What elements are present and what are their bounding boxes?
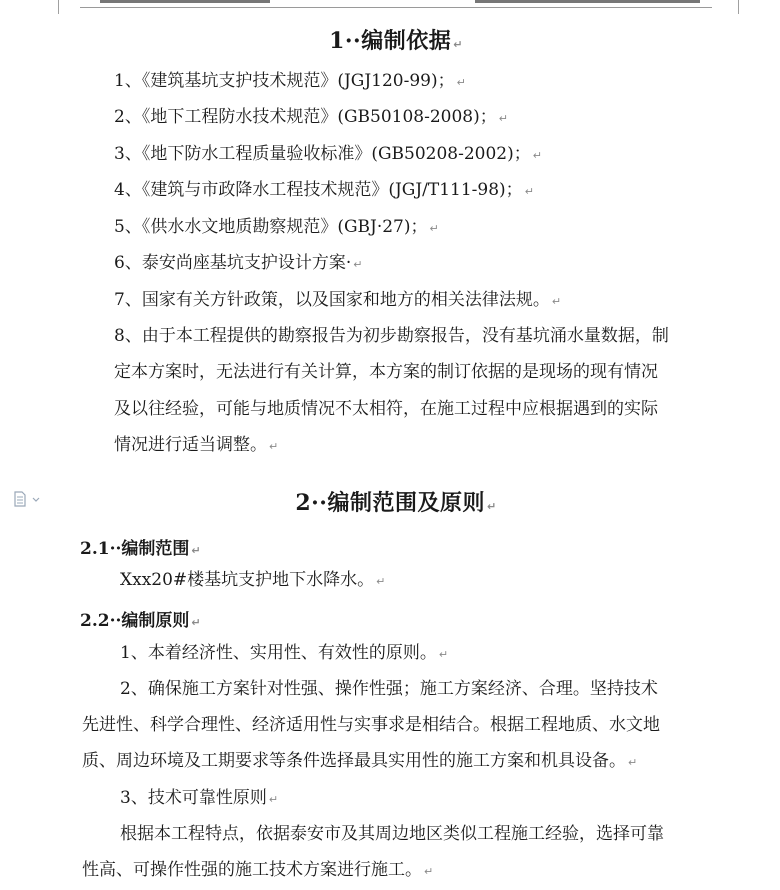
principle-2-line-2: 先进性、科学合理性、经济适用性与实事求是相结合。根据工程地质、水文地: [82, 715, 660, 735]
principle-2-line-1: 2、确保施工方案针对性强、操作性强；施工方案经济、合理。坚持技术: [120, 679, 658, 699]
basis-item-8-line-4: 情况进行适当调整。 ↵: [114, 435, 279, 455]
basis-item-2: 2、《地下工程防水技术规范》(GB50108-2008)； ↵: [114, 107, 508, 127]
basis-item-4: 4、《建筑与市政降水工程技术规范》(JGJ/T111-98)； ↵: [114, 180, 534, 200]
section-2-heading: 2··编制范围及原则 ↵: [295, 490, 497, 516]
principle-3: 3、技术可靠性原则 ↵: [120, 788, 279, 808]
principle-3-body-line-1: 根据本工程特点，依据泰安市及其周边地区类似工程施工经验，选择可靠: [120, 824, 664, 844]
basis-item-8-line-1: 8、由于本工程提供的勘察报告为初步勘察报告，没有基坑涌水量数据，制: [114, 326, 669, 346]
crop-mark: [738, 0, 739, 14]
header-text-fragment: [475, 0, 700, 3]
basis-item-8-line-2: 定本方案时，无法进行有关计算，本方案的制订依据的是现场的现有情况: [114, 362, 658, 382]
subsection-2-2-heading: 2.2··编制原则 ↵: [80, 611, 201, 631]
basis-item-3: 3、《地下防水工程质量验收标准》(GB50208-2002)； ↵: [114, 144, 542, 164]
header-text-fragment: [100, 0, 270, 3]
subsection-2-1-heading: 2.1··编制范围 ↵: [80, 539, 201, 559]
basis-item-6: 6、泰安尚座基坑支护设计方案· ↵: [114, 253, 363, 273]
basis-item-8-line-3: 及以往经验，可能与地质情况不太相符，在施工过程中应根据遇到的实际: [114, 399, 658, 419]
basis-item-1: 1、《建筑基坑支护技术规范》(JGJ120-99)； ↵: [114, 71, 466, 91]
crop-mark: [58, 0, 59, 14]
document-outline-icon[interactable]: [12, 490, 42, 508]
basis-item-5: 5、《供水水文地质勘察规范》(GBJ·27)； ↵: [114, 217, 439, 237]
principle-2-line-3: 质、周边环境及工期要求等条件选择最具实用性的施工方案和机具设备。 ↵: [82, 751, 638, 771]
scope-text: Xxx20#楼基坑支护地下水降水。 ↵: [120, 570, 386, 590]
section-1-heading: 1··编制依据 ↵: [329, 28, 463, 54]
principle-3-body-line-2: 性高、可操作性强的施工技术方案进行施工。 ↵: [82, 860, 434, 880]
principle-1: 1、本着经济性、实用性、有效性的原则。 ↵: [120, 643, 449, 663]
basis-item-7: 7、国家有关方针政策，以及国家和地方的相关法律法规。 ↵: [114, 290, 562, 310]
